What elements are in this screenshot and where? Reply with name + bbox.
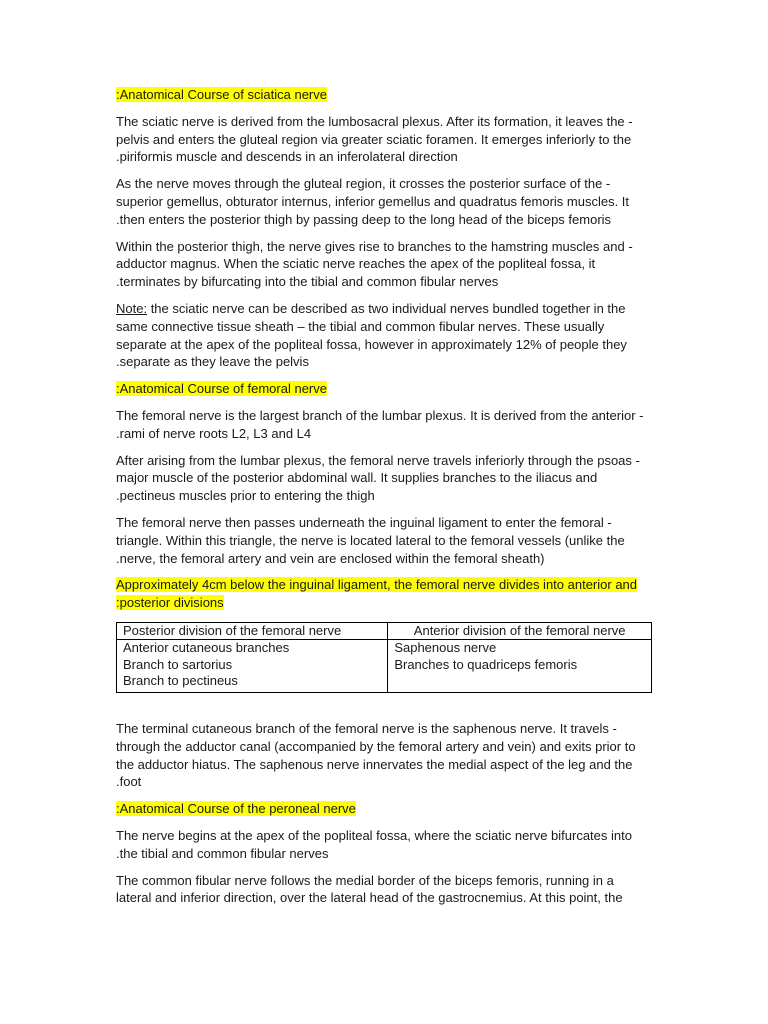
sciatic-heading: :Anatomical Course of sciatica nerve xyxy=(116,87,327,102)
posterior-division-cell: Anterior cutaneous branches Branch to sartorius Branch to pectineus xyxy=(117,640,388,693)
saphenous-paragraph: The terminal cutaneous branch of the femoral nerve is the saphenous nerve. It travels - through the adductor canal (accompanied by the femoral artery and vein) and exits prior to the adductor hiatus. The saphenous nerve innervates the medial aspect of the leg and the .foot xyxy=(116,720,636,790)
sciatic-paragraph-1: The sciatic nerve is derived from the lumbosacral plexus. After its formation, it leaves the - pelvis and enters the gluteal region via greater sciatic foramen. It emerges inferiorly to the .piriformis muscle and descends in an inferolateral direction xyxy=(116,113,633,165)
sciatic-paragraph-2: As the nerve moves through the gluteal region, it crosses the posterior surface of the - superior gemellus, obturator internus, inferior gemellus and quadratus femoris muscles. It .then enters the posterior thigh by passing deep to the long head of the biceps femoris xyxy=(116,176,630,227)
anterior-division-cell: Saphenous nerve Branches to quadriceps femoris xyxy=(388,640,652,693)
peroneal-paragraph-1: The nerve begins at the apex of the popliteal fossa, where the sciatic nerve bifurcates into .the tibial and common fibular nerves xyxy=(116,827,632,861)
peroneal-heading: :Anatomical Course of the peroneal nerve xyxy=(116,801,356,817)
femoral-paragraph-3: The femoral nerve then passes underneath the inguinal ligament to enter the femoral - triangle. Within this triangle, the nerve is located lateral to the femoral vessels (unlike the .nerve, the femoral artery and vein are enclosed within the femoral sheath) xyxy=(116,514,625,566)
document-page xyxy=(116,86,652,916)
sciatic-note: Note: the sciatic nerve can be described as two individual nerves bundled together in the same connective tissue sheath – the tibial and common fibular nerves. These usually separate at the apex of the popliteal fossa, however in approximately 12% of people they .separate as they leave the pelvis xyxy=(116,300,627,370)
femoral-heading: :Anatomical Course of femoral nerve xyxy=(116,381,327,397)
femoral-paragraph-2: After arising from the lumbar plexus, the femoral nerve travels inferiorly through the psoas - major muscle of the posterior abdominal wall. It supplies branches to the iliacus and .pectineus muscles prior to entering the thigh xyxy=(116,452,640,504)
table-header-row xyxy=(117,622,652,640)
femoral-divisions-table xyxy=(116,622,652,693)
note-label: Note: xyxy=(116,300,148,316)
table-row xyxy=(117,640,652,693)
sciatic-paragraph-3: Within the posterior thigh, the nerve gives rise to branches to the hamstring muscles and - adductor magnus. When the sciatic nerve reaches the apex of the popliteal fossa, it .terminates by bifurcating into the tibial and common fibular nerves xyxy=(116,238,633,290)
femoral-highlight-paragraph: Approximately 4cm below the inguinal ligament, the femoral nerve divides into anterior and :posterior divisions xyxy=(116,577,638,611)
anterior-division-header: Anterior division of the femoral nerve xyxy=(388,622,652,640)
peroneal-paragraph-2: The common fibular nerve follows the medial border of the biceps femoris, running in a lateral and inferior direction, over the lateral head of the gastrocnemius. At this point, the xyxy=(116,872,623,906)
femoral-paragraph-1: The femoral nerve is the largest branch of the lumbar plexus. It is derived from the anterior - .rami of nerve roots L2, L3 and L4 xyxy=(116,407,644,441)
posterior-division-header: Posterior division of the femoral nerve xyxy=(117,622,388,640)
